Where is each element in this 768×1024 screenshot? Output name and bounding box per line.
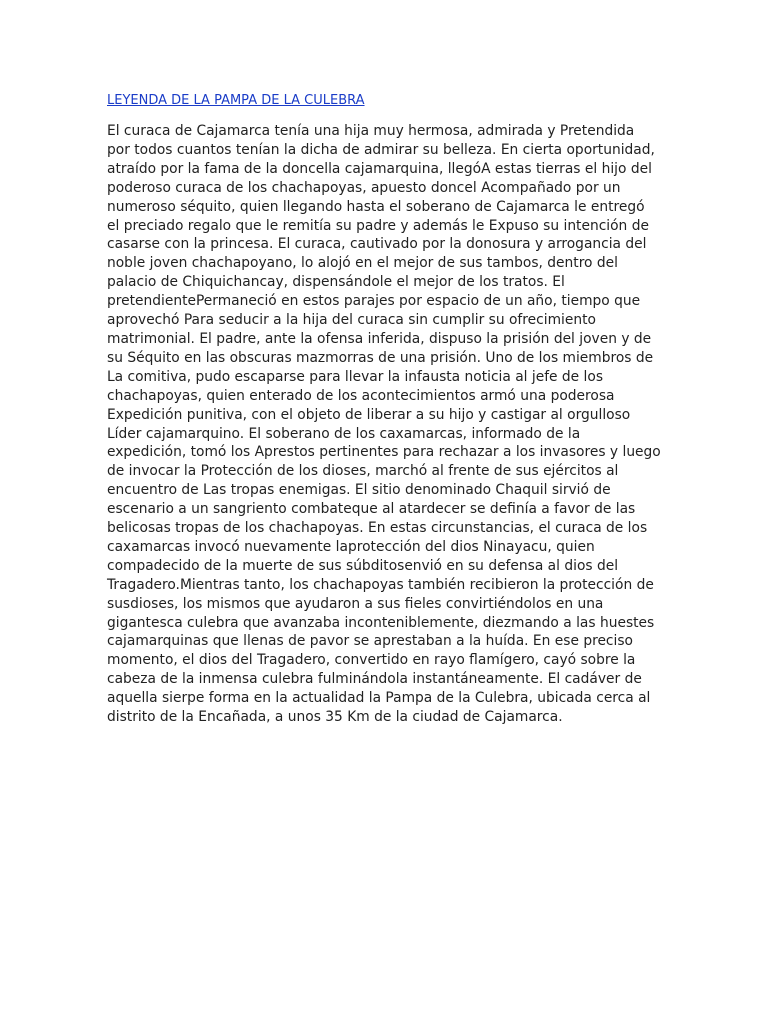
body-line: cajamarquinas que llenas de pavor se aprestaban a la huída. En ese preciso — [107, 633, 633, 650]
body-line: belicosas tropas de los chachapoyas. En estas circunstancias, el curaca de los — [107, 520, 648, 537]
body-line: La comitiva, pudo escaparse para llevar la infausta noticia al jefe de los — [107, 368, 604, 385]
body-line: casarse con la princesa. El curaca, cautivado por la donosura y arrogancia del — [107, 236, 647, 253]
body-line: noble joven chachapoyano, lo alojó en el mejor de sus tambos, dentro del — [107, 255, 618, 272]
body-line: pretendientePermaneció en estos parajes por espacio de un año, tiempo que — [107, 293, 641, 310]
body-line: expedición, tomó los Aprestos pertinentes para rechazar a los invasores y luego — [107, 444, 661, 461]
body-line: poderoso curaca de los chachapoyas, apuesto doncel Acompañado por un — [107, 179, 621, 196]
body-line: chachapoyas, quien enterado de los acontecimientos armó una poderosa — [107, 387, 615, 404]
body-line: aprovechó Para seducir a la hija del curaca sin cumplir su ofrecimiento — [107, 312, 596, 329]
body-line: gigantesca culebra que avanzaba inconteniblemente, diezmando a las huestes — [107, 614, 655, 631]
body-line: su Séquito en las obscuras mazmorras de una prisión. Uno de los miembros de — [107, 349, 654, 366]
body-line: Líder cajamarquino. El soberano de los caxamarcas, informado de la — [107, 425, 581, 442]
body-line: atraído por la fama de la doncella cajamarquina, llegóA estas tierras el hijo del — [107, 160, 652, 177]
body-line: aquella sierpe forma en la actualidad la Pampa de la Culebra, ubicada cerca al — [107, 690, 651, 707]
body-line: susdioses, los mismos que ayudaron a sus fieles convirtiéndolos en una — [107, 595, 604, 612]
body-line: numeroso séquito, quien llegando hasta el soberano de Cajamarca le entregó — [107, 198, 645, 215]
body-line: Expedición punitiva, con el objeto de liberar a su hijo y castigar al orgulloso — [107, 406, 631, 423]
body-line: el preciado regalo que le remitía su padre y además le Expuso su intención de — [107, 217, 649, 234]
body-line: escenario a un sangriento combateque al atardecer se definía a favor de las — [107, 501, 636, 518]
body-line: encuentro de Las tropas enemigas. El sitio denominado Chaquil sirvió de — [107, 482, 611, 499]
body-line: distrito de la Encañada, a unos 35 Km de la ciudad de Cajamarca. — [107, 709, 563, 726]
body-line: compadecido de la muerte de sus súbditosenvió en su defensa al dios del — [107, 557, 619, 574]
body-line: palacio de Chiquichancay, dispensándole el mejor de los tratos. El — [107, 274, 565, 291]
body-paragraph — [107, 122, 667, 727]
body-line: Tragadero.Mientras tanto, los chachapoyas también recibieron la protección de — [107, 576, 654, 593]
body-line: caxamarcas invocó nuevamente laprotección del dios Ninayacu, quien — [107, 538, 595, 555]
body-line: El curaca de Cajamarca tenía una hija muy hermosa, admirada y Pretendida — [107, 123, 635, 139]
body-line: de invocar la Protección de los dioses, marchó al frente de sus ejércitos al — [107, 463, 619, 480]
body-line: por todos cuantos tenían la dicha de admirar su belleza. En cierta oportunidad, — [107, 141, 655, 158]
body-line: matrimonial. El padre, ante la ofensa inferida, dispuso la prisión del joven y de — [107, 330, 652, 347]
body-line: momento, el dios del Tragadero, convertido en rayo flamígero, cayó sobre la — [107, 652, 636, 669]
title-link[interactable]: LEYENDA DE LA PAMPA DE LA CULEBRA — [107, 93, 365, 108]
body-line: cabeza de la inmensa culebra fulminándola instantáneamente. El cadáver de — [107, 671, 642, 688]
